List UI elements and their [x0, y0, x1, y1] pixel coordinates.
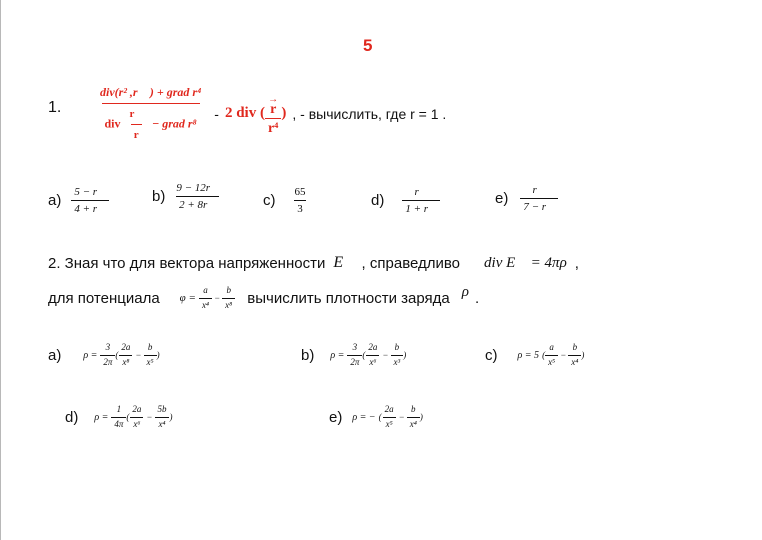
q2-option-lhs: ρ = −: [352, 411, 376, 423]
q1-denominator-div: div: [104, 116, 121, 131]
q2-option-formula: [94, 405, 172, 430]
q2-option-lhs: ρ =: [83, 349, 98, 361]
q2-option-close: ): [419, 412, 423, 423]
q2-phi-frac-2-den: x⁸: [222, 298, 235, 311]
q2-option-f1-den: x⁶: [130, 417, 143, 430]
q1-middle-frac-num-text: r: [270, 101, 277, 117]
q2-option-f2-den: x⁴: [568, 355, 581, 368]
q1-option-d: [371, 186, 440, 215]
q1-middle-close: ): [281, 105, 287, 122]
q2-option-label: a): [48, 346, 62, 364]
q1-denominator-rest: − grad r⁸: [151, 116, 197, 131]
q1-option-fraction: [520, 184, 557, 213]
q2-option-coef-den: 2π: [347, 355, 362, 368]
q1-option-den: 1 + r⃗: [402, 200, 439, 215]
q2-option-formula: [352, 405, 423, 430]
q2-option-f2-num: b: [572, 342, 578, 352]
q2-phi-frac-1: [199, 286, 212, 311]
q2-rho: ρ: [461, 283, 469, 300]
q2-option-f1-num: a: [549, 342, 554, 352]
q1-den-frac-num: r⃗: [129, 108, 143, 121]
q2-option-open: (: [126, 412, 130, 423]
q2-option-coef-num: 3: [352, 342, 358, 352]
q2-option-formula: [83, 343, 159, 368]
q2-option-f1-den: x⁵: [383, 417, 396, 430]
q1-option-fraction: [292, 186, 309, 215]
q1-option-label: d): [371, 192, 385, 210]
q2-option-f2-den: x⁴: [155, 417, 168, 430]
q2-option-minus: −: [146, 412, 153, 423]
q2-text-part4: вычислить плотности заряда: [247, 289, 450, 307]
q1-option-den: 3: [294, 200, 306, 215]
q1-option-num: 9 − 12r⃗: [176, 182, 219, 194]
q2-option-f1-num: 2a: [121, 342, 131, 352]
q2-option-e: [329, 405, 423, 430]
q2-phi-frac-2-num: b: [226, 285, 231, 295]
q1-option-den: 4 + r⃗: [71, 200, 108, 215]
q2-line-2: [48, 283, 480, 311]
q1-option-fraction: [173, 182, 221, 211]
q1-task-text: , - вычислить, где r = 1 .: [292, 105, 447, 122]
q2-option-f1-num: 2a: [132, 404, 142, 414]
q1-option-e: [495, 184, 558, 213]
q2-phi-minus: −: [214, 293, 221, 304]
q1-middle-coef: 2 div (: [224, 105, 265, 122]
q2-option-open: (: [542, 350, 546, 361]
q1-den-frac-den: r: [131, 124, 142, 141]
q2-option-f2-num: b: [411, 404, 416, 414]
q2-phi-frac-1-num: a: [203, 285, 208, 295]
q1-option-label: a): [48, 192, 62, 210]
q1-option-num: r⃗: [532, 184, 546, 196]
q2-option-open: (: [378, 412, 382, 423]
q2-option-label: c): [485, 346, 498, 364]
q2-text-comma: ,: [574, 254, 579, 272]
q2-option-frac-1: [545, 343, 558, 368]
q2-option-frac-2: [407, 405, 420, 430]
q2-vector-e: E⃗: [333, 254, 356, 271]
q1-middle-term: [225, 91, 286, 137]
q1-vector-r: [268, 93, 279, 117]
vector-arrow-icon: →: [268, 93, 279, 105]
q1-denominator-inner-fraction: [127, 108, 146, 141]
q2-option-minus: −: [398, 412, 405, 423]
q2-option-f2-den: x⁴: [407, 417, 420, 430]
q2-option-minus: −: [560, 350, 567, 361]
q1-number-label: 1.: [48, 99, 62, 116]
q2-option-a: [48, 343, 160, 368]
q2-option-frac-2: [568, 343, 581, 368]
q2-option-open: (: [362, 350, 366, 361]
q2-option-f1-num: 2a: [368, 342, 378, 352]
q2-option-minus: −: [382, 350, 389, 361]
q2-line-1: [48, 254, 579, 272]
q1-option-fraction: [71, 186, 108, 215]
q2-option-formula: [518, 343, 585, 368]
q2-option-label: b): [301, 346, 315, 364]
q2-phi-formula: [180, 286, 236, 311]
q2-div-formula: div E⃗ = 4πρ: [484, 254, 567, 271]
q2-option-lhs: ρ =: [94, 411, 109, 423]
q2-option-frac-1: [129, 405, 144, 430]
q2-option-f1-den: x⁵: [545, 355, 558, 368]
q1-option-num: 65: [294, 186, 306, 198]
q1-main-fraction: [97, 86, 204, 141]
q2-option-label: e): [329, 408, 343, 426]
q2-text-part1: 2. Зная что для вектора напряженности: [48, 254, 326, 272]
q2-option-f2-num: b: [147, 342, 153, 352]
q1-middle-frac-num: [265, 91, 281, 119]
q1-option-b: [152, 182, 222, 211]
q2-option-coef: [347, 343, 362, 368]
q1-option-den: 7 − r⃗: [520, 198, 557, 213]
q2-option-frac-1: [365, 343, 380, 368]
q2-option-b: [301, 343, 406, 368]
q2-option-coef: [111, 405, 126, 430]
q2-option-lhs: ρ =: [330, 349, 345, 361]
q2-option-coef-num: 1: [116, 404, 122, 414]
q2-option-coef-num: 3: [105, 342, 111, 352]
q2-option-f1-num: 2a: [384, 404, 394, 414]
q2-option-f2-den: x⁵: [144, 355, 157, 368]
q2-option-coef-den: 2π: [100, 355, 115, 368]
q1-option-den: 2 + 8r⃗: [176, 196, 219, 211]
q1-option-num: r⃗: [414, 186, 428, 198]
q2-phi-frac-1-den: x⁴: [199, 298, 212, 311]
q2-text-part3: для потенциала: [48, 289, 160, 307]
q2-option-close: ): [581, 350, 585, 361]
q1-option-c: [263, 186, 309, 215]
q2-option-f1-den: x⁸: [119, 355, 132, 368]
q2-option-f2-den: x³: [391, 355, 404, 368]
q2-option-coef-den: 4π: [111, 417, 126, 430]
q2-option-f2-num: 5b: [157, 404, 167, 414]
q2-phi-frac-2: [222, 286, 235, 311]
q2-option-open: (: [115, 350, 119, 361]
q2-phi-lhs: φ =: [179, 292, 196, 305]
q2-option-frac-2: [391, 342, 407, 368]
q1-denominator: [102, 103, 200, 141]
q1-expression: [97, 86, 446, 141]
q1-option-a: [48, 186, 109, 215]
q1-option-label: e): [495, 190, 509, 208]
q2-text-part2: , справедливо: [361, 254, 461, 272]
q1-middle-fraction: [265, 91, 281, 137]
q2-option-close: ): [169, 412, 173, 423]
q2-option-label: d): [65, 408, 79, 426]
q1-middle-frac-den: r⁴: [265, 118, 281, 136]
q2-option-f2-num: b: [394, 342, 400, 352]
page-number: 5: [363, 36, 373, 55]
q2-option-lhs: ρ = 5: [517, 349, 540, 361]
q2-option-close: ): [156, 350, 160, 361]
q1-option-label: b): [152, 188, 166, 206]
q2-option-f1-den: x⁶: [366, 355, 379, 368]
q2-option-frac-1: [118, 343, 133, 368]
q1-option-num: 5 − r⃗: [74, 186, 106, 198]
q2-option-formula: [330, 343, 406, 368]
q2-option-d: [65, 405, 173, 430]
q1-option-label: c): [263, 192, 276, 210]
q1-numerator: div(r² ,r⃗ ) + grad r⁴: [100, 85, 202, 99]
q2-option-c: [485, 343, 584, 368]
q2-option-frac-1: [382, 405, 397, 430]
q2-option-minus: −: [135, 350, 142, 361]
q2-option-frac-2: [155, 405, 170, 430]
q2-option-frac-2: [144, 343, 157, 368]
q1-option-fraction: [402, 186, 439, 215]
q2-option-close: ): [403, 350, 407, 361]
q1-minus-sign: -: [214, 105, 219, 122]
q2-text-period: .: [474, 289, 480, 307]
q2-option-coef: [100, 343, 115, 368]
